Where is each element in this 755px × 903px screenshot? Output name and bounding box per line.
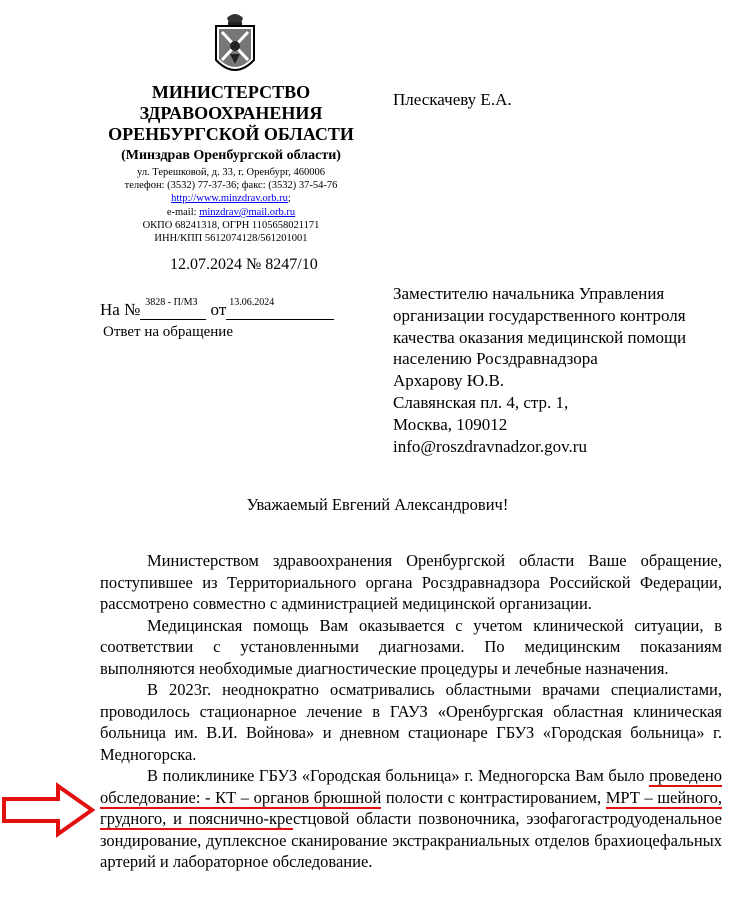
ministry-website-line <box>100 192 362 205</box>
highlight-mri-exam: МРТ – шейного, грудного, и пояснично-кре <box>100 787 722 828</box>
ministry-address: ул. Терешковой, д. 33, г. Оренбург, 460006 <box>137 167 325 178</box>
ministry-email-line <box>100 206 362 219</box>
reference-number: 3828 - П/МЗ <box>145 297 198 308</box>
recipient-line: качества оказания медицинской помощи <box>393 327 687 347</box>
salutation: Уважаемый Евгений Александрович! <box>246 495 509 514</box>
body-paragraph-1: Министерством здравоохранения Оренбургской области Ваше обращение, поступившее из Территориального органа Росздравнадзора Российской Федерации, рассмотрено совместно с администрацией медицинской организации. <box>100 551 722 613</box>
reference-ot-label: от <box>210 300 227 319</box>
recipient-line: Архарову Ю.В. <box>393 371 505 391</box>
reference-date: 13.06.2024 <box>229 297 275 308</box>
red-arrow-icon <box>0 782 96 838</box>
reference-field <box>100 297 334 320</box>
highlight-ct-exam: проведено обследование: - КТ – органов брюшной <box>100 766 722 807</box>
website-suffix: ; <box>287 193 291 204</box>
ministry-phone: телефон: (3532) 77-37-36; факс: (3532) 37-54-76 <box>124 180 338 191</box>
body-paragraph-2: Медицинская помощь Вам оказывается с учетом клинической ситуации, в соответствии с установленными диагнозами. По медицинским показаниям выполняются необходимые диагностические процедуры и лечебные назначения. <box>100 615 722 678</box>
email-label: e-mail: <box>166 207 200 218</box>
letter-date-number: 12.07.2024 № 8247/10 <box>170 256 318 273</box>
reference-na-label: На № <box>100 300 141 319</box>
recipient-line: организации государственного контроля <box>393 305 686 325</box>
recipient-line: населению Росздравнадзора <box>393 349 598 369</box>
body-paragraph-4: В поликлинике ГБУЗ «Городская больница» г. Медногорска Вам было проведено обследование: - КТ – органов брюшной полости с контрастированием, МРТ – шейного, грудного, и пояснично-крестцовой области позвоночника, эзофагогастродуоденальное зондирование, дуплексное сканирование экстракраниальных отделов брахиоцефальных артерий и лабораторное обследование. <box>100 766 723 871</box>
recipient-first: Плескачеву Е.А. <box>393 90 512 109</box>
recipient-line: Заместителю начальника Управления <box>393 284 665 303</box>
answer-label: Ответ на обращение <box>103 324 233 340</box>
email-link[interactable]: minzdrav@mail.orb.ru <box>199 207 296 218</box>
letter-body <box>100 550 722 873</box>
recipient-email: info@roszdravnadzor.gov.ru <box>393 436 587 456</box>
reference-number-blank <box>140 297 206 320</box>
recipient-line: Славянская пл. 4, стр. 1, <box>393 392 569 412</box>
reference-date-blank <box>226 297 334 320</box>
website-link[interactable]: http://www.minzdrav.orb.ru <box>171 193 288 204</box>
body-paragraph-3: В 2023г. неоднократно осматривались областными врачами специалистами, проводилось стационарное лечение в ГАУЗ «Оренбургская областная клиническая больница им. В.И. Войнова» и дневном стационаре ГБУЗ «Городская больница» г. Медногорска. <box>100 680 722 764</box>
ministry-title: МИНИСТЕРСТВО ЗДРАВООХРАНЕНИЯ ОРЕНБУРГСКОЙ ОБЛАСТИ <box>108 82 354 144</box>
recipient-line: Москва, 109012 <box>393 414 508 434</box>
coat-of-arms-emblem <box>210 10 260 82</box>
ministry-inn: ИНН/КПП 5612074128/561201001 <box>154 233 308 244</box>
ministry-short-name: (Минздрав Оренбургской области) <box>121 148 341 163</box>
ministry-okpo: ОКПО 68241318, ОГРН 1105658021171 <box>142 220 320 231</box>
recipient-second <box>393 283 723 457</box>
